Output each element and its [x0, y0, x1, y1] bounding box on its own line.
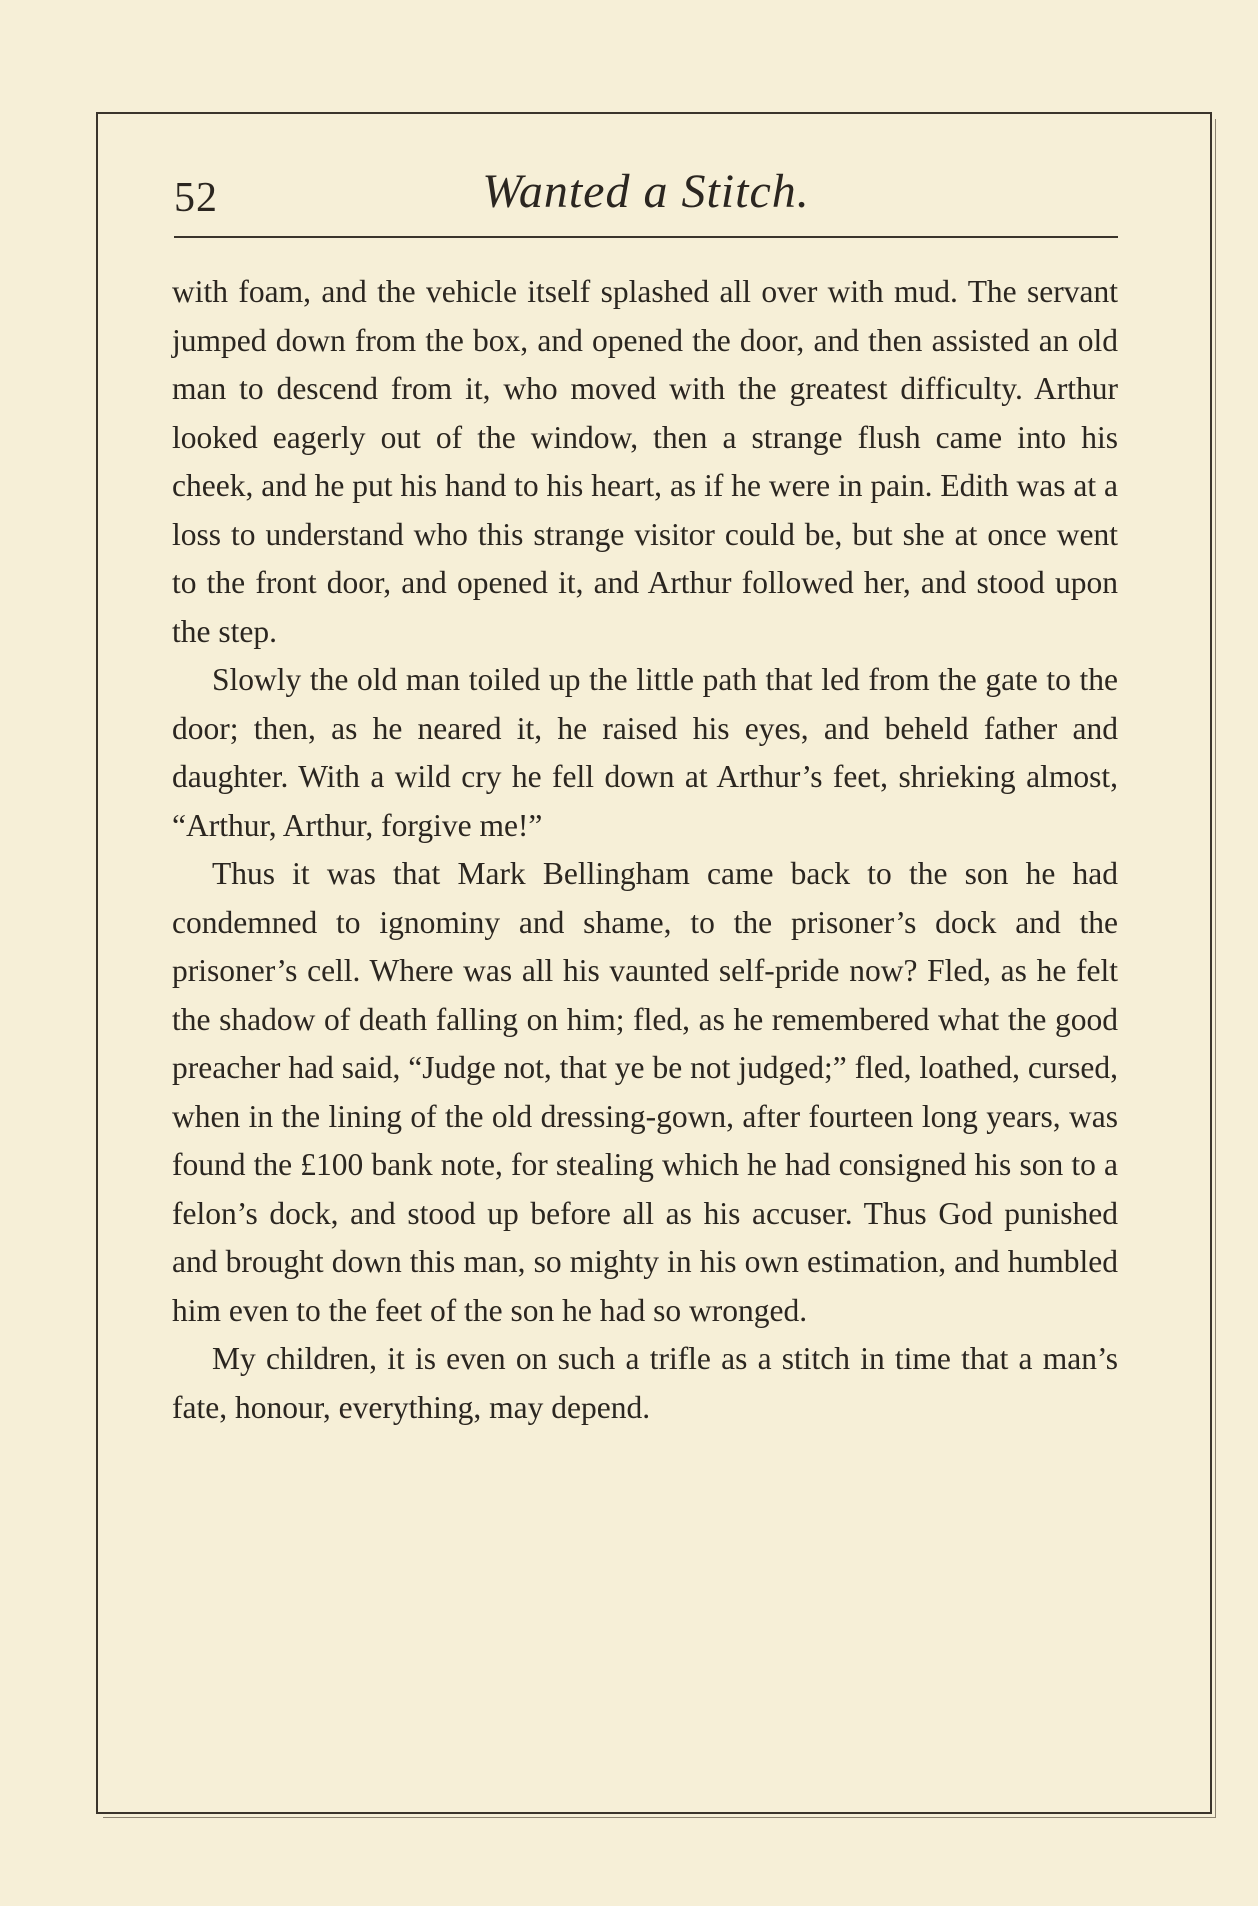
paragraph: Slowly the old man toiled up the little path that led from the gate to the door; then, as he neared it, he raised his eyes, and beheld father and daughter. With a wild cry he fell down at Arthur’s feet, shrieking almost, “Arthur, Arthur, forgive me!” [172, 662, 1118, 843]
running-header [174, 160, 1118, 230]
body-text [172, 268, 1118, 1432]
paragraph: My children, it is even on such a trifle as a stitch in time that a man’s fate, honour, everything, may depend. [172, 1341, 1118, 1425]
running-title: Wanted a Stitch. [482, 165, 810, 218]
page-number: 52 [174, 175, 218, 221]
header-rule [174, 236, 1118, 238]
paragraph: Thus it was that Mark Bellingham came back to the son he had condemned to ignominy and shame, to the prisoner’s dock and the prisoner’s cell. Where was all his vaunted self-pride now? Fled, as he felt the shadow of death falling on him; fled, as he remembered what the good preacher had said, “Judge not, that ye be not judged;” fled, loathed, cursed, when in the lining of the old dressing-gown, after fourteen long years, was found the £100 bank note, for stealing which he had consigned his son to a felon’s dock, and stood up before all as his accuser. Thus God punished and brought down this man, so mighty in his own estimation, and humbled him even to the feet of the son he had so wronged. [172, 856, 1118, 1328]
paragraph: with foam, and the vehicle itself splashed all over with mud. The servant jumped down from the box, and opened the door, and then assisted an old man to descend from it, who moved with the greatest difficulty. Arthur looked eagerly out of the window, then a strange flush came into his cheek, and he put his hand to his heart, as if he were in pain. Edith was at a loss to understand who this strange visitor could be, but she at once went to the front door, and opened it, and Arthur followed her, and stood upon the step. [172, 274, 1118, 649]
